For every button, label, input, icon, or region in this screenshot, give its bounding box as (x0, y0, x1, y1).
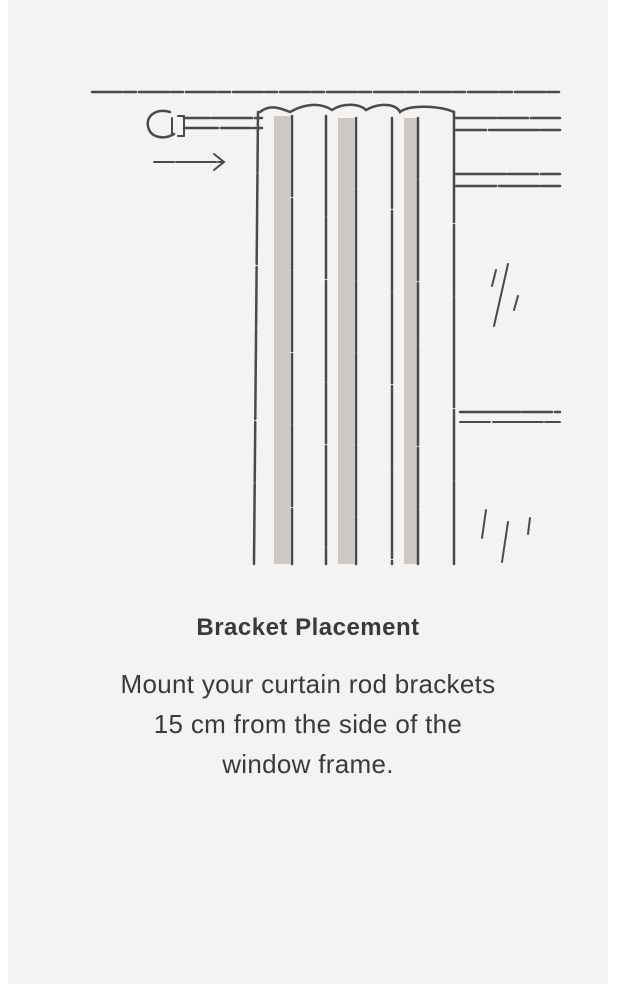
curtain-folds (274, 116, 418, 564)
direction-arrow-icon (154, 154, 224, 170)
card-description: Mount your curtain rod brackets 15 cm from the side of the window frame. (120, 669, 496, 779)
curtain-rod-bracket-illustration (8, 0, 608, 580)
rod-finial-icon (148, 111, 174, 137)
instruction-card (8, 0, 608, 984)
window-frame (456, 118, 560, 562)
card-title: Bracket Placement (196, 614, 420, 641)
